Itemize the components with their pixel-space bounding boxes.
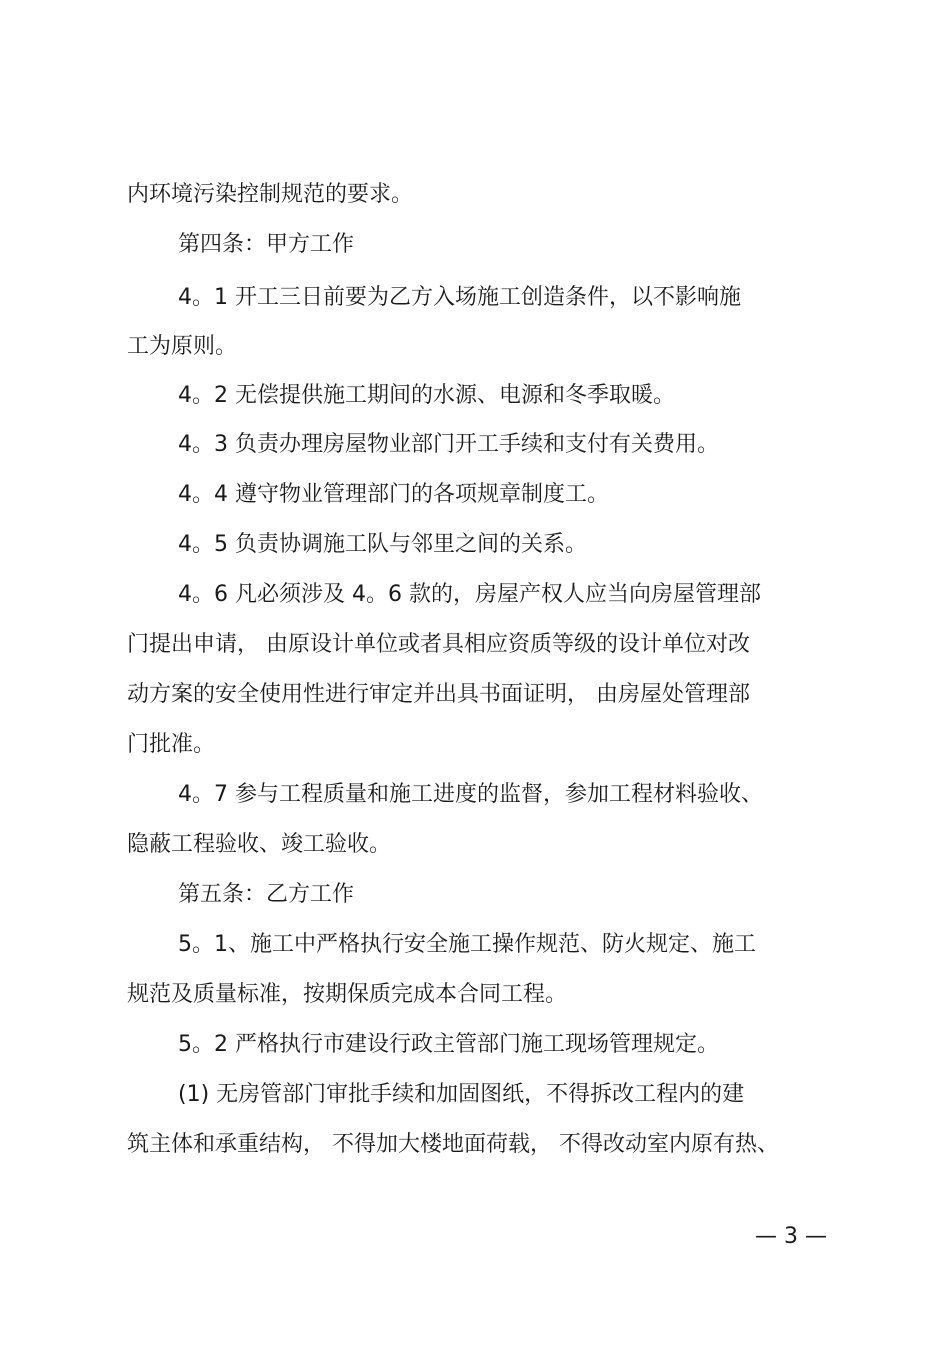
text-line: 筑主体和承重结构， 不得加大楼地面荷载， 不得改动室内原有热、 [127,1132,779,1157]
text-line: 4。5 负责协调施工队与邻里之间的关系。 [178,532,587,557]
text-line: 4。2 无偿提供施工期间的水源、电源和冬季取暖。 [178,383,675,408]
text-line: 5。2 严格执行市建设行政主管部门施工现场管理规定。 [178,1032,719,1057]
text-line: 4。6 凡必须涉及 4。6 款的，房屋产权人应当向房屋管理部 [178,582,761,607]
text-line: 4。3 负责办理房屋物业部门开工手续和支付有关费用。 [178,432,719,457]
page-number: — 3 — [755,1224,827,1249]
text-line: (1) 无房管部门审批手续和加固图纸，不得拆改工程内的建 [178,1082,745,1107]
section-heading-article-4: 第四条：甲方工作 [178,232,355,257]
text-line: 工为原则。 [127,334,238,359]
text-line: 隐蔽工程验收、竣工验收。 [127,832,392,857]
text-line: 动方案的安全使用性进行审定并出具书面证明， 由房屋处管理部 [127,682,750,707]
text-line: 5。1、施工中严格执行安全施工操作规范、防火规定、施工 [178,932,756,957]
text-line: 4。4 遵守物业管理部门的各项规章制度工。 [178,482,609,507]
text-line: 内环境污染控制规范的要求。 [127,182,414,207]
text-line: 4。1 开工三日前要为乙方入场施工创造条件，以不影响施 [178,285,741,310]
text-line: 门批准。 [127,732,216,757]
section-heading-article-5: 第五条：乙方工作 [178,882,355,907]
text-line: 规范及质量标准，按期保质完成本合同工程。 [127,982,568,1007]
text-line: 4。7 参与工程质量和施工进度的监督，参加工程材料验收、 [178,782,763,807]
text-line: 门提出申请， 由原设计单位或者具相应资质等级的设计单位对改 [127,632,750,657]
